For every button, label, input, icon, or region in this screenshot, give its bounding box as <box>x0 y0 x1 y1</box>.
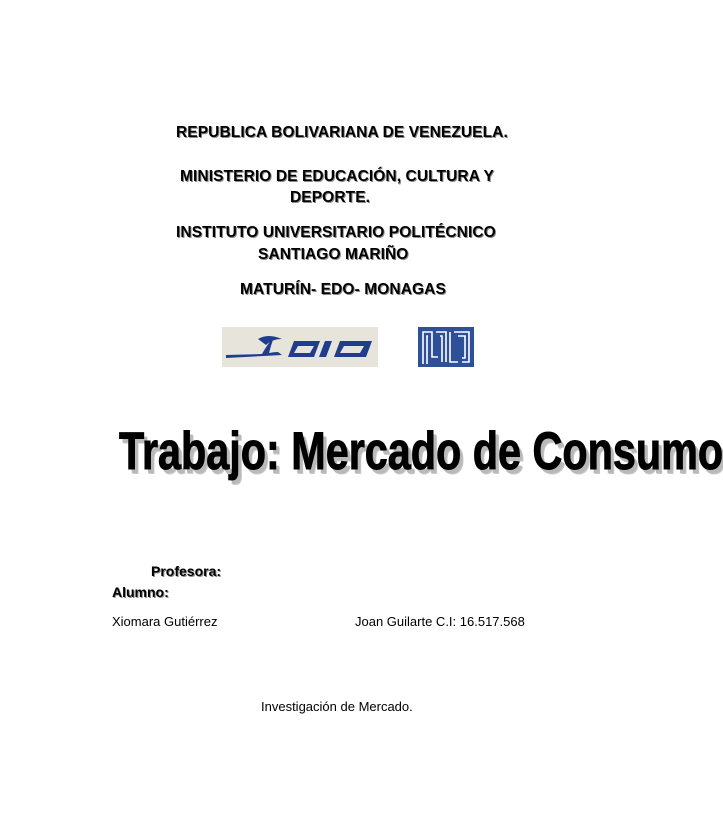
student-name: Joan Guilarte C.I: 16.517.568 <box>355 614 525 629</box>
document-title: Trabajo: Mercado de Consumo <box>119 422 723 481</box>
institute-emblem-graphic <box>418 327 474 367</box>
professor-label: Profesora: <box>151 563 222 579</box>
header-institute-line2: SANTIAGO MARIÑO <box>258 246 409 263</box>
professor-name: Xiomara Gutiérrez <box>112 614 218 629</box>
header-location: MATURÍN- EDO- MONAGAS <box>240 281 446 298</box>
header-republic: REPUBLICA BOLIVARIANA DE VENEZUELA. <box>176 124 508 141</box>
aia-logo <box>222 327 378 367</box>
header-ministry-line2: DEPORTE. <box>290 189 371 206</box>
institute-emblem <box>418 327 474 367</box>
subject-text: Investigación de Mercado. <box>261 699 413 714</box>
header-institute-line1: INSTITUTO UNIVERSITARIO POLITÉCNICO <box>176 224 496 241</box>
student-label: Alumno: <box>112 584 169 600</box>
aia-logo-graphic <box>222 327 378 367</box>
header-ministry-line1: MINISTERIO DE EDUCACIÓN, CULTURA Y <box>180 168 494 185</box>
